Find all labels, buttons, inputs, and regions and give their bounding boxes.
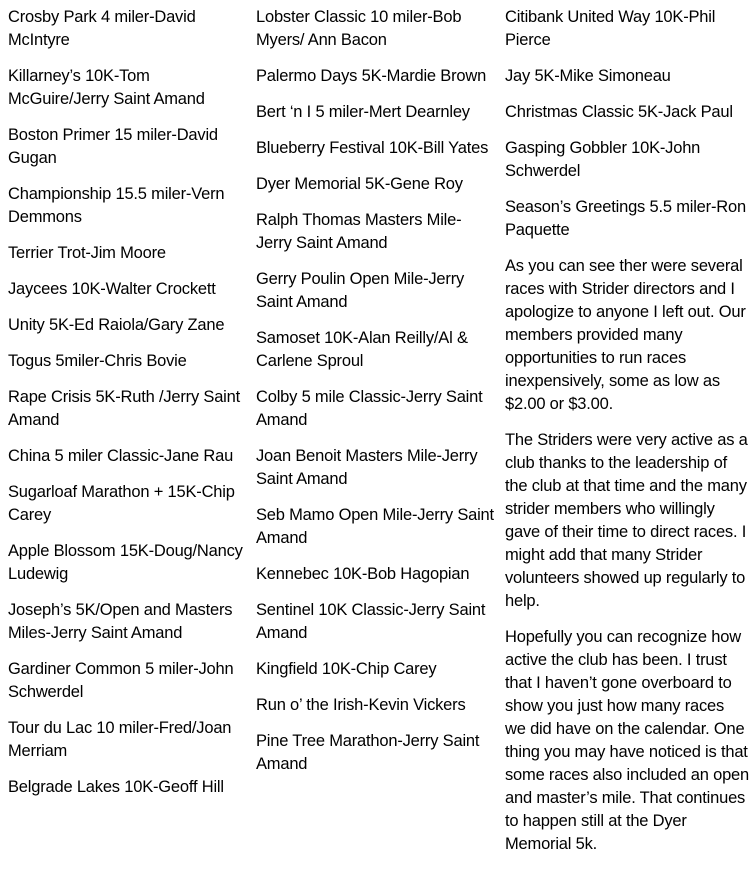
race-entry: Lobster Classic 10 miler-Bob Myers/ Ann Bacon bbox=[256, 8, 462, 49]
race-entry: Run o’ the Irish-Kevin Vickers bbox=[256, 696, 466, 714]
race-entry: Tour du Lac 10 miler-Fred/Joan Merriam bbox=[8, 719, 232, 760]
race-entry: Season’s Greetings 5.5 miler-Ron Paquette bbox=[505, 198, 746, 239]
race-entry: Togus 5miler-Chris Bovie bbox=[8, 352, 187, 370]
race-entry: Sugarloaf Marathon + 15K-Chip Carey bbox=[8, 483, 235, 524]
race-entry: Blueberry Festival 10K-Bill Yates bbox=[256, 139, 489, 157]
race-entry: Boston Primer 15 miler-David Gugan bbox=[8, 126, 218, 167]
race-entry: Jaycees 10K-Walter Crockett bbox=[8, 280, 216, 298]
race-entry: Gasping Gobbler 10K-John Schwerdel bbox=[505, 139, 701, 180]
race-entry: Kingfield 10K-Chip Carey bbox=[256, 660, 437, 678]
race-entry: Jay 5K-Mike Simoneau bbox=[505, 67, 671, 85]
race-entry: Killarney’s 10K-Tom McGuire/Jerry Saint Amand bbox=[8, 67, 205, 108]
race-entry: Citibank United Way 10K-Phil Pierce bbox=[505, 8, 716, 49]
race-entry: Kennebec 10K-Bob Hagopian bbox=[256, 565, 470, 583]
race-entry: Crosby Park 4 miler-David McIntyre bbox=[8, 8, 196, 49]
race-entry: Christmas Classic 5K-Jack Paul bbox=[505, 103, 733, 121]
race-entry: Gerry Poulin Open Mile-Jerry Saint Amand bbox=[256, 270, 465, 311]
race-entry: Apple Blossom 15K-Doug/Nancy Ludewig bbox=[8, 542, 243, 583]
race-entry: Belgrade Lakes 10K-Geoff Hill bbox=[8, 778, 224, 796]
race-entry: Pine Tree Marathon-Jerry Saint Amand bbox=[256, 732, 480, 773]
race-entry: Seb Mamo Open Mile-Jerry Saint Amand bbox=[256, 506, 494, 547]
race-entry: Terrier Trot-Jim Moore bbox=[8, 244, 166, 262]
column-2 bbox=[256, 6, 496, 789]
race-entry: Bert ‘n I 5 miler-Mert Dearnley bbox=[256, 103, 470, 121]
body-paragraph: As you can see ther were several races with Strider directors and I apologize to anyone I left out. Our members provided many opportunities to run races inexpensively, some as low as $2.00 or $3.00. bbox=[505, 257, 746, 413]
race-entry: Dyer Memorial 5K-Gene Roy bbox=[256, 175, 463, 193]
race-entry: Unity 5K-Ed Raiola/Gary Zane bbox=[8, 316, 225, 334]
race-entry: Championship 15.5 miler-Vern Demmons bbox=[8, 185, 225, 226]
race-entry: Gardiner Common 5 miler-John Schwerdel bbox=[8, 660, 234, 701]
race-entry: Joseph’s 5K/Open and Masters Miles-Jerry Saint Amand bbox=[8, 601, 233, 642]
body-paragraph: Hopefully you can recognize how active the club has been. I trust that I haven’t gone overboard to show you just how many races we did have on the calendar. One thing you may have noticed is that some races also included an open and master’s mile. That continues to happen still at the Dyer Memorial 5k. bbox=[505, 628, 750, 853]
race-entry: Samoset 10K-Alan Reilly/Al & Carlene Sproul bbox=[256, 329, 468, 370]
race-entry: Ralph Thomas Masters Mile-Jerry Saint Amand bbox=[256, 211, 462, 252]
race-entry: Rape Crisis 5K-Ruth /Jerry Saint Amand bbox=[8, 388, 241, 429]
race-entry: Joan Benoit Masters Mile-Jerry Saint Amand bbox=[256, 447, 478, 488]
race-entry: Sentinel 10K Classic-Jerry Saint Amand bbox=[256, 601, 486, 642]
race-entry: Palermo Days 5K-Mardie Brown bbox=[256, 67, 487, 85]
column-3 bbox=[505, 6, 749, 869]
race-entry: China 5 miler Classic-Jane Rau bbox=[8, 447, 234, 465]
race-entry: Colby 5 mile Classic-Jerry Saint Amand bbox=[256, 388, 483, 429]
body-paragraph: The Striders were very active as a club thanks to the leadership of the club at that time and the many strider members who willingly gave of their time to direct races. I might add that many Strider volunteers showed up regularly to help. bbox=[505, 431, 748, 610]
column-1 bbox=[8, 6, 248, 812]
